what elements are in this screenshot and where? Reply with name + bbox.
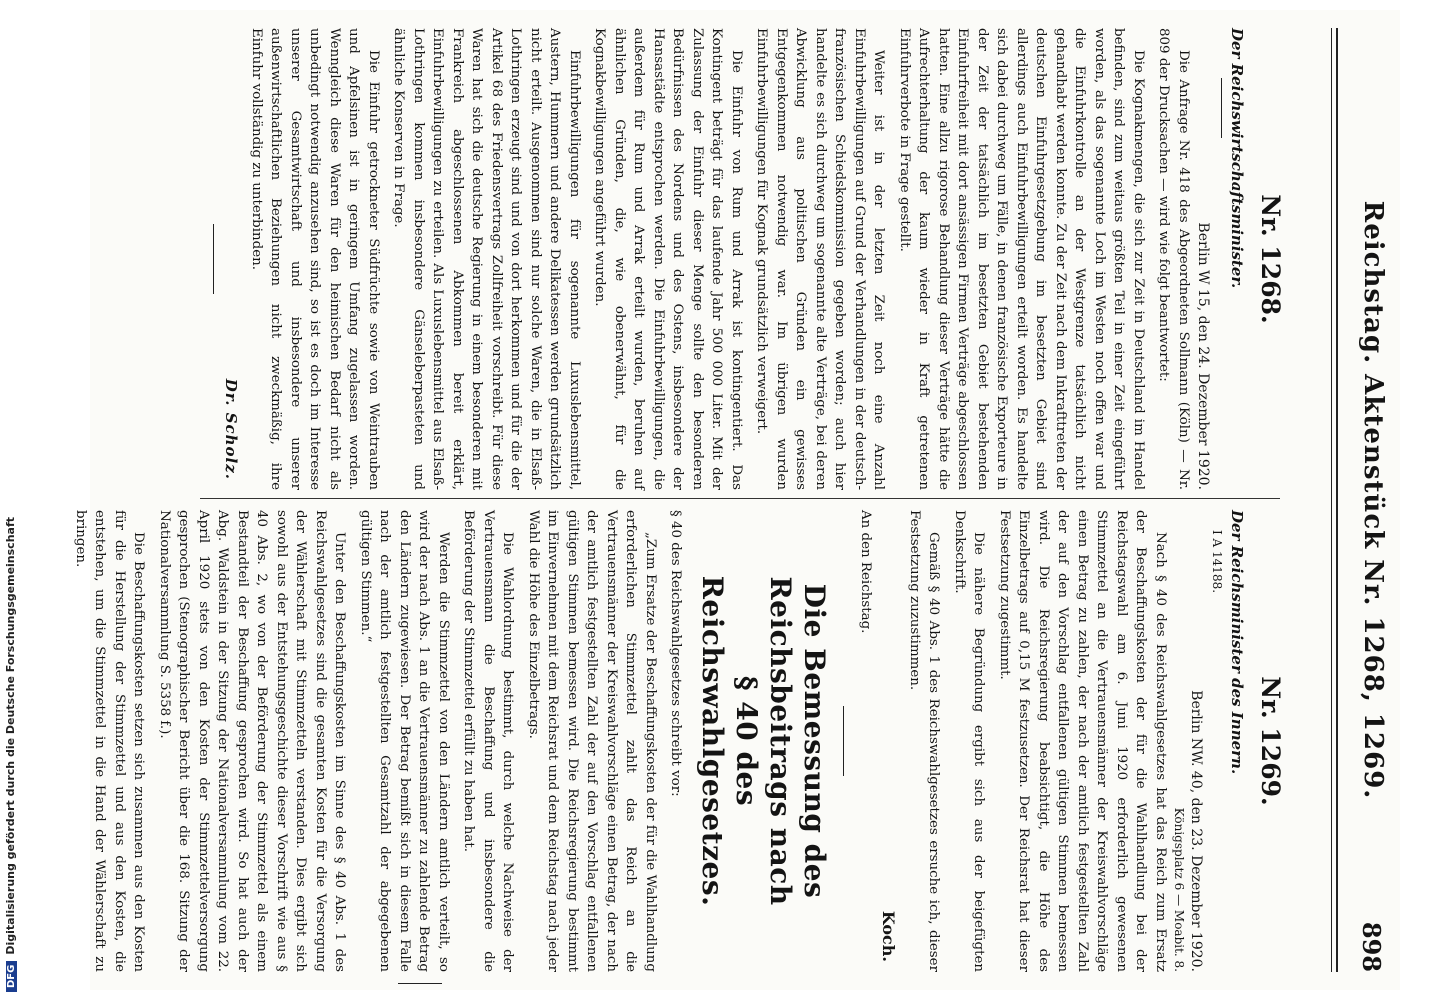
ministry-heading: Der Reichswirtschaftsminister. (1228, 28, 1246, 289)
signature-text: Dr. Scholz. (222, 378, 241, 480)
paragraph: Weiter ist in der letzten Zeit noch eine Anzahl Einfuhrbewilligungen auf Grund der Verhandlungen in der deutsch-französischen Schiedskommission gegeben worden; auch hier handelte es sich durchweg um sogenannte alte Verträge, bei deren Abwicklung aus politischen Gründen ein gewisses Entgegenkommen notwendig war. Im übrigen wurden Einfuhrbewilligungen für Kognak grundsätzlich verweigert. (754, 28, 887, 490)
page-number: 898 (1357, 921, 1386, 972)
paragraph: Die Einfuhr getrockneter Südfrüchte sowie von Weintrauben und Apfelsinen ist in geringem Umfang zugelassen worden. Wenngleich diese Waren für den heimischen Bedarf nicht als unbedingt notwendig anzusehen sind, so ist es doch im Interesse unserer Gesamtwirtschaft und insbesondere unserer außenwirtschaftlichen Beziehungen nicht zweckmäßig, ihre Einfuhr vollständig zu unterbinden. (249, 28, 381, 490)
margin-mark (398, 983, 442, 985)
address-line: Königsplatz 6 — Moabit. 8. (1172, 807, 1186, 972)
section-title-line-1: Die Bemessung des Reichsbeitrags nach (764, 576, 832, 906)
dfg-footer-strip (0, 0, 24, 1000)
rotated-page-content (73, 10, 1400, 990)
header-rule-thin (1331, 28, 1332, 972)
column-divider (200, 498, 1280, 499)
scanned-page (73, 10, 1400, 990)
paragraph: Die Beschaffungskosten setzen sich zusammen aus den Kosten für die Herstellung der Stimmzettel und aus den Kosten, die entstehen, um die Stimmzettel in die Hand der Wählerschaft zu bringen. (73, 510, 147, 972)
dfg-note-text: Digitalisierung gefördert durch die Deutsche Forschungsgemeinschaft (4, 516, 17, 955)
header-rule (1336, 28, 1338, 972)
section-rule (844, 706, 845, 776)
short-rule (1221, 78, 1222, 138)
intro-paragraph: Die Anfrage Nr. 418 des Abgeordneten Sollmann (Köln) — Nr. 809 der Drucksachen — wird wie folgt beantwortet: (1156, 28, 1191, 490)
place-date: Berlin W 15, den 24. Dezember 1920. (1195, 222, 1211, 490)
signature: Koch. (879, 910, 899, 962)
signature (223, 28, 241, 480)
quoted-paragraph: Die Wahlordnung bestimmt, durch welche Nachweise der Vertrauensmann die Beschaffung und insbesondere die Beförderung der Stimmzettel erfüllt zu haben hat. (461, 510, 516, 972)
addressee: An den Reichstag. (858, 510, 874, 634)
document-number: Nr. 1268. (1256, 194, 1285, 324)
paragraph: Die Einfuhr von Rum und Arrak ist kontingentiert. Das Kontingent beträgt für das laufende Jahr 500 000 Liter. Mit der Zulassung der Einfuhr dieser Menge sollte den besonderen Bedürfnissen des Nordens und des Ostens, insbesondere der Hansastädte entsprochen werden. Die Einfuhrbewilligungen, die außerdem für Rum und Arrak erteilt wurden, beruhen auf ähnlichen Gründen, die, wie obenerwähnt, für die Kognakbewilligungen angeführt wurden. (592, 28, 744, 490)
place-date: Berlin NW. 40, den 23. Dezember 1920. (1188, 690, 1204, 972)
paragraph: Die nähere Begründung ergibt sich aus der beigefügten Denkschrift. (952, 510, 987, 972)
document-number: Nr. 1269. (1256, 676, 1285, 806)
paragraph: Nach § 40 des Reichswahlgesetzes hat das Reich zum Ersatz der Beschaffungskosten der für die Wahlhandlung bei der Reichstagswahl am 6. Juni 1920 erforderlich gewesenen Stimmzettel an die Vertrauensmänner der Kreiswahlvorschläge einen Betrag zu zahlen, der nach der amtlich festgestellten Zahl der auf den Vorschlag entfallenen gültigen Stimmen bemessen wird. Die Reichsregierung beabsichtigt, die Höhe des Einzelbetrags auf 0,15 M festzusetzen. Der Reichsrat hat dieser Festsetzung zugestimmt. (997, 510, 1168, 972)
ministry-heading: Der Reichsminister des Innern. (1228, 510, 1246, 775)
dfg-logo: DFG (6, 961, 17, 992)
section-title (696, 510, 832, 972)
reference-number: I A 14188. (1210, 530, 1224, 594)
quoted-paragraph: Werden die Stimmzettel von den Ländern amtlich verteilt, so wird der nach Abs. 1 an die Vertrauensmänner zu zahlende Betrag den Ländern zugewiesen. Der Betrag bemißt sich in diesem Falle nach der amtlich festgestellten Gesamtzahl der abgegebenen gültigen Stimmen.“ (358, 510, 451, 972)
running-head: Reichstag. Aktenstück Nr. 1268, 1269. (1358, 200, 1388, 800)
quoted-paragraph: „Zum Ersatze der Beschaffungskosten der für die Wahlhandlung erforderlichen Stimmzettel zahlt das Reich an die Vertrauensmänner der Kreiswahlvorschläge einen Betrag, der nach der amtlich festgestellten Zahl der auf den Vorschlag entfallenen gültigen Stimmen bemessen wird. Die Reichsregierung bestimmt im Einvernehmen mit dem Reichsrat und dem Reichstag nach jeder Wahl die Höhe des Einzelbetrags. (526, 510, 658, 972)
paragraph: Die Kognakmengen, die sich zur Zeit in Deutschland im Handel befinden, sind zum weitaus größten Teil in einer Zeit eingeführt worden, als das sogenannte Loch im Westen noch offen war und die Einfuhrkontrolle an der Westgrenze tatsächlich nicht gehandhabt werden konnte. Zu der Zeit nach dem Inkrafttreten der deutschen Einfuhrgesetzgebung im besetzten Gebiet sind allerdings auch Einfuhrbewilligungen erteilt worden. Es handelte sich dabei durchweg um Fälle, in denen französische Exporteure in der Zeit der tatsächlich im besetzten Gebiet bestehenden Einfuhrfreiheit mit dort ansässigen Firmen Verträge abgeschlossen hatten. Eine allzu rigorose Behandlung dieser Verträge hätte die Aufrechterhaltung der kaum wieder in Kraft getretenen Einfuhrverbote in Frage gestellt. (897, 28, 1146, 490)
paragraph: Einfuhrbewilligungen für sogenannte Luxuslebensmittel, Austern, Hummern und andere Delikatessen werden grundsätzlich nicht erteilt. Ausgenommen sind nur solche Waren, die in Elsaß-Lothringen erzeugt sind und von dort herkommen und für die der Artikel 68 des Friedensvertrags Zollfreiheit vorschreibt. Für diese Waren hat sich die deutsche Regierung in einem besonderen mit Frankreich abgeschlossenen Abkommen bereit erklärt, Einfuhrbewilligungen zu erteilen. Als Luxuslebensmittel aus Elsaß-Lothringen kommen insbesondere Gänseleberpasteten und ähnliche Konserven in Frage. (391, 28, 582, 490)
end-rule (214, 224, 215, 294)
paragraph: Unter den Beschaffungskosten im Sinne des § 40 Abs. 1 des Reichswahlgesetzes sind die gesamten Kosten für die Versorgung der Wählerschaft mit Stimmzetteln verstanden. Dies ergibt sich sowohl aus der Entstehungsgeschichte dieser Vorschrift wie aus § 40 Abs. 2, wo von der Beförderung der Stimmzettel als einem Bestandteil der Beschaffung gesprochen wird. So hat auch der Abg. Waldstein in der Sitzung der Nationalversammlung vom 22. April 1920 stets von den Kosten der Stimmzettelversorgung gesprochen (Stenographischer Bericht über die 168. Sitzung der Nationalversammlung S. 5358 f.). (157, 510, 348, 972)
column-nr-1269 (73, 510, 1285, 972)
paragraph: § 40 des Reichswahlgesetzes schreibt vor: (668, 510, 684, 797)
dfg-footer-note (4, 92, 17, 992)
column-nr-1268 (205, 28, 1285, 490)
section-title-line-2: § 40 des Reichswahlgesetzes. (696, 575, 764, 907)
paragraph: Gemäß § 40 Abs. 1 des Reichswahlgesetzes ersuche ich, dieser Festsetzung zuzustimmen. (907, 510, 942, 972)
